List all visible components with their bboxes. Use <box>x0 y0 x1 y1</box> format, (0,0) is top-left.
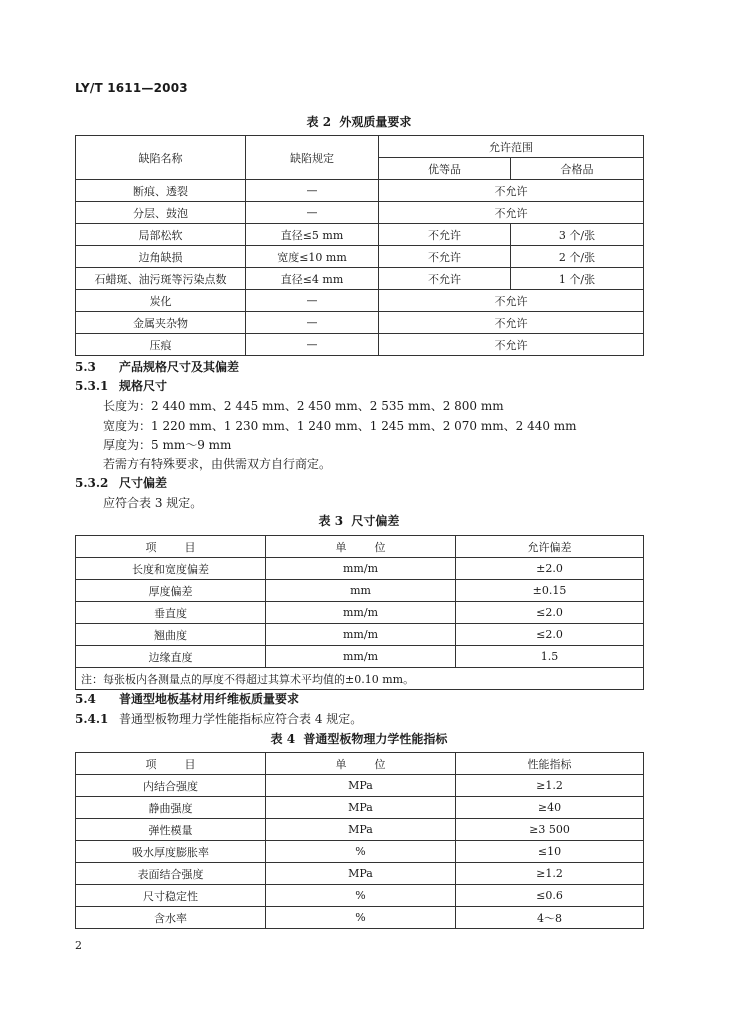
col-header-grade-qualified: 合格品 <box>511 158 644 180</box>
item-cell: 含水率 <box>76 907 266 929</box>
defect-rule-cell: — <box>246 180 379 202</box>
defect-name-cell: 炭化 <box>76 290 246 312</box>
table-row <box>76 224 644 246</box>
item-cell: 边缘直度 <box>76 646 266 668</box>
unit-cell: mm/m <box>266 602 456 624</box>
value-cell: ≥40 <box>456 797 644 819</box>
col-header-defect-name: 缺陷名称 <box>76 136 246 180</box>
unit-cell: MPa <box>266 863 456 885</box>
item-cell: 翘曲度 <box>76 624 266 646</box>
section-text: 普通型板物理力学性能指标应符合表 4 规定。 <box>119 712 363 726</box>
width-spec-text: 宽度为：1 220 mm、1 230 mm、1 240 mm、1 245 mm、2 070 mm、2 440 mm <box>103 419 577 433</box>
col-header-item: 项 目 <box>76 536 266 558</box>
col-header-tolerance: 允许偏差 <box>456 536 644 558</box>
defect-name-cell: 金属夹杂物 <box>76 312 246 334</box>
item-cell: 长度和宽度偏差 <box>76 558 266 580</box>
col-header-performance: 性能指标 <box>456 753 644 775</box>
table2-caption: 表 2 外观质量要求 <box>306 115 412 129</box>
item-cell: 垂直度 <box>76 602 266 624</box>
qualified-grade-cell: 3 个/张 <box>511 224 644 246</box>
value-cell: ≤2.0 <box>456 602 644 624</box>
appearance-quality-table <box>75 135 644 356</box>
defect-name-cell: 断痕、透裂 <box>76 180 246 202</box>
allowed-cell: 不允许 <box>379 180 644 202</box>
table-row <box>76 797 644 819</box>
table4-caption: 表 4 普通型板物理力学性能指标 <box>270 732 448 746</box>
unit-cell: mm/m <box>266 624 456 646</box>
value-cell: ≤2.0 <box>456 624 644 646</box>
unit-cell: mm/m <box>266 646 456 668</box>
table-note: 注：每张板内各测量点的厚度不得超过其算术平均值的±0.10 mm。 <box>76 668 644 690</box>
table-note-row <box>76 668 644 690</box>
section-number: 5.3.2 <box>75 476 109 490</box>
section-title: 尺寸偏差 <box>119 476 168 490</box>
item-cell: 弹性模量 <box>76 819 266 841</box>
section-number: 5.3 <box>75 360 96 374</box>
superior-grade-cell: 不允许 <box>379 268 511 290</box>
physical-mechanical-properties-table <box>75 752 644 929</box>
table-row <box>76 268 644 290</box>
table-row <box>76 885 644 907</box>
unit-cell: mm/m <box>266 558 456 580</box>
defect-rule-cell: 直径≤4 mm <box>246 268 379 290</box>
value-cell: ≥3 500 <box>456 819 644 841</box>
value-cell: ±0.15 <box>456 580 644 602</box>
section-title: 产品规格尺寸及其偏差 <box>119 360 240 374</box>
unit-cell: % <box>266 907 456 929</box>
unit-cell: MPa <box>266 797 456 819</box>
table-row <box>76 202 644 224</box>
col-header-allowed-range: 允许范围 <box>379 136 644 158</box>
value-cell: ≥1.2 <box>456 863 644 885</box>
defect-name-cell: 边角缺损 <box>76 246 246 268</box>
table-row <box>76 334 644 356</box>
section-number: 5.4 <box>75 692 96 706</box>
section-5-3-heading <box>75 359 239 375</box>
value-cell: 1.5 <box>456 646 644 668</box>
section-5-4-1-paragraph <box>75 711 362 727</box>
table3-caption: 表 3 尺寸偏差 <box>318 514 400 528</box>
defect-rule-cell: 直径≤5 mm <box>246 224 379 246</box>
table-row <box>76 602 644 624</box>
value-cell: ≥1.2 <box>456 775 644 797</box>
table-header-row <box>76 753 644 775</box>
table-row <box>76 180 644 202</box>
table-row <box>76 246 644 268</box>
table-header-row <box>76 136 644 158</box>
table-row <box>76 646 644 668</box>
table-row <box>76 863 644 885</box>
defect-rule-cell: — <box>246 334 379 356</box>
unit-cell: % <box>266 885 456 907</box>
dimension-tolerance-table <box>75 535 644 690</box>
item-cell: 内结合强度 <box>76 775 266 797</box>
unit-cell: MPa <box>266 775 456 797</box>
table-row <box>76 907 644 929</box>
item-cell: 厚度偏差 <box>76 580 266 602</box>
defect-name-cell: 分层、鼓泡 <box>76 202 246 224</box>
thickness-spec-text: 厚度为：5 mm～9 mm <box>103 438 232 452</box>
defect-name-cell: 石蜡斑、油污斑等污染点数 <box>76 268 246 290</box>
standard-code: LY/T 1611—2003 <box>75 81 188 95</box>
allowed-cell: 不允许 <box>379 334 644 356</box>
unit-cell: MPa <box>266 819 456 841</box>
section-5-3-2-heading <box>75 475 167 491</box>
qualified-grade-cell: 2 个/张 <box>511 246 644 268</box>
allowed-cell: 不允许 <box>379 202 644 224</box>
value-cell: ±2.0 <box>456 558 644 580</box>
col-header-item: 项 目 <box>76 753 266 775</box>
defect-rule-cell: — <box>246 202 379 224</box>
col-header-unit: 单 位 <box>266 753 456 775</box>
value-cell: ≤0.6 <box>456 885 644 907</box>
page-number: 2 <box>75 939 82 952</box>
col-header-unit: 单 位 <box>266 536 456 558</box>
item-cell: 吸水厚度膨胀率 <box>76 841 266 863</box>
table-row <box>76 819 644 841</box>
length-spec-text: 长度为：2 440 mm、2 445 mm、2 450 mm、2 535 mm、2 800 mm <box>103 399 504 413</box>
table-row <box>76 558 644 580</box>
section-number: 5.4.1 <box>75 712 109 726</box>
section-title: 规格尺寸 <box>119 379 168 393</box>
table-row <box>76 775 644 797</box>
item-cell: 表面结合强度 <box>76 863 266 885</box>
col-header-defect-rule: 缺陷规定 <box>246 136 379 180</box>
table-row <box>76 580 644 602</box>
unit-cell: mm <box>266 580 456 602</box>
defect-rule-cell: — <box>246 312 379 334</box>
item-cell: 尺寸稳定性 <box>76 885 266 907</box>
allowed-cell: 不允许 <box>379 312 644 334</box>
defect-rule-cell: — <box>246 290 379 312</box>
table-row <box>76 312 644 334</box>
section-number: 5.3.1 <box>75 379 109 393</box>
qualified-grade-cell: 1 个/张 <box>511 268 644 290</box>
defect-rule-cell: 宽度≤10 mm <box>246 246 379 268</box>
special-requirement-text: 若需方有特殊要求，由供需双方自行商定。 <box>103 457 332 471</box>
defect-name-cell: 局部松软 <box>76 224 246 246</box>
value-cell: 4～8 <box>456 907 644 929</box>
col-header-grade-superior: 优等品 <box>379 158 511 180</box>
conform-table3-text: 应符合表 3 规定。 <box>103 496 203 510</box>
superior-grade-cell: 不允许 <box>379 224 511 246</box>
allowed-cell: 不允许 <box>379 290 644 312</box>
defect-name-cell: 压痕 <box>76 334 246 356</box>
section-title: 普通型地板基材用纤维板质量要求 <box>119 692 300 706</box>
table-row <box>76 624 644 646</box>
section-5-3-1-heading <box>75 378 167 394</box>
superior-grade-cell: 不允许 <box>379 246 511 268</box>
unit-cell: % <box>266 841 456 863</box>
table-header-row <box>76 536 644 558</box>
value-cell: ≤10 <box>456 841 644 863</box>
table-row <box>76 841 644 863</box>
table-row <box>76 290 644 312</box>
item-cell: 静曲强度 <box>76 797 266 819</box>
section-5-4-heading <box>75 691 299 707</box>
